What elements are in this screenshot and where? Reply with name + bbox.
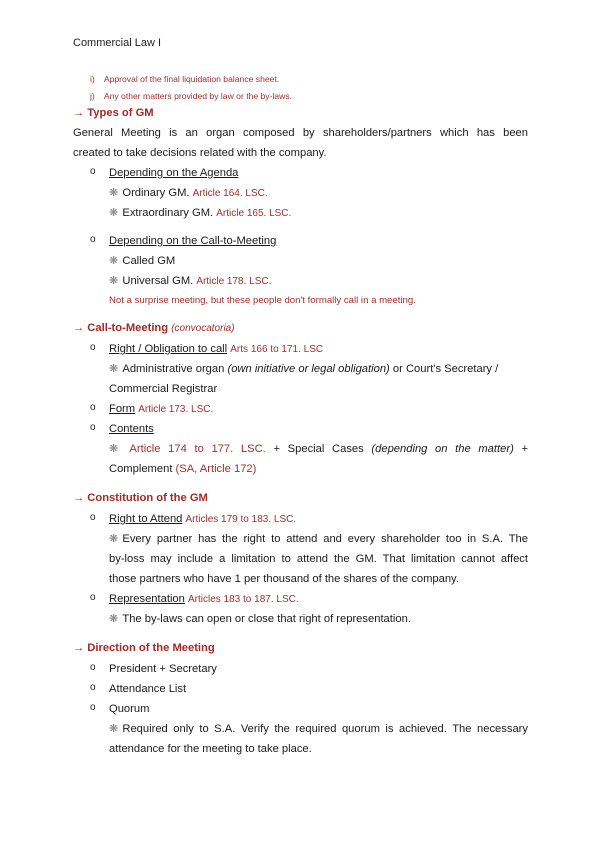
attend-line1-text: Every partner has the right to attend and every shareholder too in S.A. The (122, 533, 528, 545)
contents-line1 (109, 442, 528, 456)
star-icon: ❋ (109, 533, 119, 545)
complement-text: Complement (109, 463, 173, 475)
contents-matter: (depending on the matter) (371, 443, 514, 455)
direction-item-quorum: Quorum (109, 703, 150, 715)
bullet: o (90, 512, 96, 523)
universal-text: Universal GM. (122, 275, 194, 287)
bullet: o (90, 166, 96, 177)
bullet: o (90, 402, 96, 413)
star-icon: ❋ (109, 255, 119, 267)
list-marker: j) (90, 91, 95, 101)
complement-ref: (SA, Article 172) (175, 463, 257, 475)
representation (109, 592, 299, 607)
bullet: o (90, 592, 96, 603)
call-label: Depending on the Call-to-Meeting (109, 235, 277, 247)
quorum-line1 (109, 722, 528, 736)
extraordinary-gm (109, 206, 291, 221)
section-heading-direction: → Direction of the Meeting (73, 642, 215, 654)
universal-ref: Article 178. LSC. (196, 276, 272, 287)
bullet: o (90, 662, 96, 673)
attend-line2: by-loss may include a limitation to attend the GM. That limitation cannot affect (109, 553, 528, 565)
star-icon: ❋ (109, 363, 119, 375)
attend-line1 (109, 532, 528, 546)
call-heading-text: → Call-to-Meeting (73, 322, 169, 334)
right-ref: Arts 166 to 171. LSC (230, 344, 324, 355)
rep-text: The by-laws can open or close that right of representation. (122, 613, 411, 625)
rep-label: Representation (109, 593, 185, 605)
called-text: Called GM (122, 255, 176, 267)
extraordinary-ref: Article 165. LSC. (216, 208, 292, 219)
attend-ref: Articles 179 to 183. LSC. (185, 514, 297, 525)
bullet: o (90, 422, 96, 433)
bullet: o (90, 682, 96, 693)
section-heading-call (73, 321, 235, 336)
right-label: Right / Obligation to call (109, 343, 228, 355)
star-icon: ❋ (109, 275, 119, 287)
list-item (90, 89, 292, 103)
rep-text-line (109, 612, 411, 626)
admin-b: (own initiative or legal obligation) (227, 363, 390, 375)
admin-organ-line (109, 362, 498, 376)
rep-ref: Articles 183 to 187. LSC. (188, 594, 299, 605)
form-label: Form (109, 403, 136, 415)
form-ref: Article 173. LSC. (138, 404, 214, 415)
complement-line (109, 462, 256, 476)
ordinary-gm (109, 186, 268, 201)
star-icon: ❋ (109, 207, 119, 219)
contents-special: Special Cases (287, 443, 364, 455)
direction-item-attendance: Attendance List (109, 683, 187, 695)
star-icon: ❋ (109, 613, 119, 625)
bullet: o (90, 702, 96, 713)
star-icon: ❋ (109, 187, 119, 199)
section-heading-types: → Types of GM (73, 107, 154, 119)
list-text: Approval of the final liquidation balance sheet. (103, 74, 280, 84)
star-icon: ❋ (109, 443, 119, 455)
attend-label: Right to Attend (109, 513, 183, 525)
right-obligation (109, 342, 323, 357)
ordinary-ref: Article 164. LSC. (192, 188, 268, 199)
form-item (109, 402, 213, 417)
section-heading-constitution: → Constitution of the GM (73, 492, 208, 504)
star-icon: ❋ (109, 723, 119, 735)
page-header: Commercial Law I (73, 37, 162, 49)
universal-gm (109, 274, 271, 289)
types-intro-line1: General Meeting is an organ composed by shareholders/partners which has been (73, 127, 528, 139)
types-intro-line2: created to take decisions related with the company. (73, 147, 327, 159)
admin-line2: Commercial Registrar (109, 383, 218, 395)
admin-c: or Court's Secretary / (392, 363, 499, 375)
list-marker: i) (90, 74, 95, 84)
contents-ref: Article 174 to 177. LSC. (129, 443, 266, 455)
contents-label: Contents (109, 423, 154, 435)
called-gm (109, 254, 175, 268)
call-heading-sub: (convocatoria) (171, 323, 235, 334)
list-item (90, 72, 279, 86)
bullet: o (90, 342, 96, 353)
bullet: o (90, 234, 96, 245)
attend-line3: those partners who have 1 per thousand of the shares of the company. (109, 573, 459, 585)
extraordinary-text: Extraordinary GM. (122, 207, 214, 219)
direction-item-president: President + Secretary (109, 663, 217, 675)
list-text: Any other matters provided by law or the by-laws. (103, 91, 293, 101)
contents-plus: + (521, 443, 529, 455)
right-attend (109, 512, 296, 527)
admin-a: Administrative organ (122, 363, 225, 375)
quorum-line2: attendance for the meeting to take place. (109, 743, 312, 755)
contents-plus: + (273, 443, 280, 455)
ordinary-text: Ordinary GM. (122, 187, 190, 199)
quorum-line1-text: Required only to S.A. Verify the required quorum is achieved. The necessary (122, 723, 528, 735)
agenda-label: Depending on the Agenda (109, 167, 239, 179)
universal-note: Not a surprise meeting, but these people don't formally call in a meeting. (109, 295, 416, 306)
